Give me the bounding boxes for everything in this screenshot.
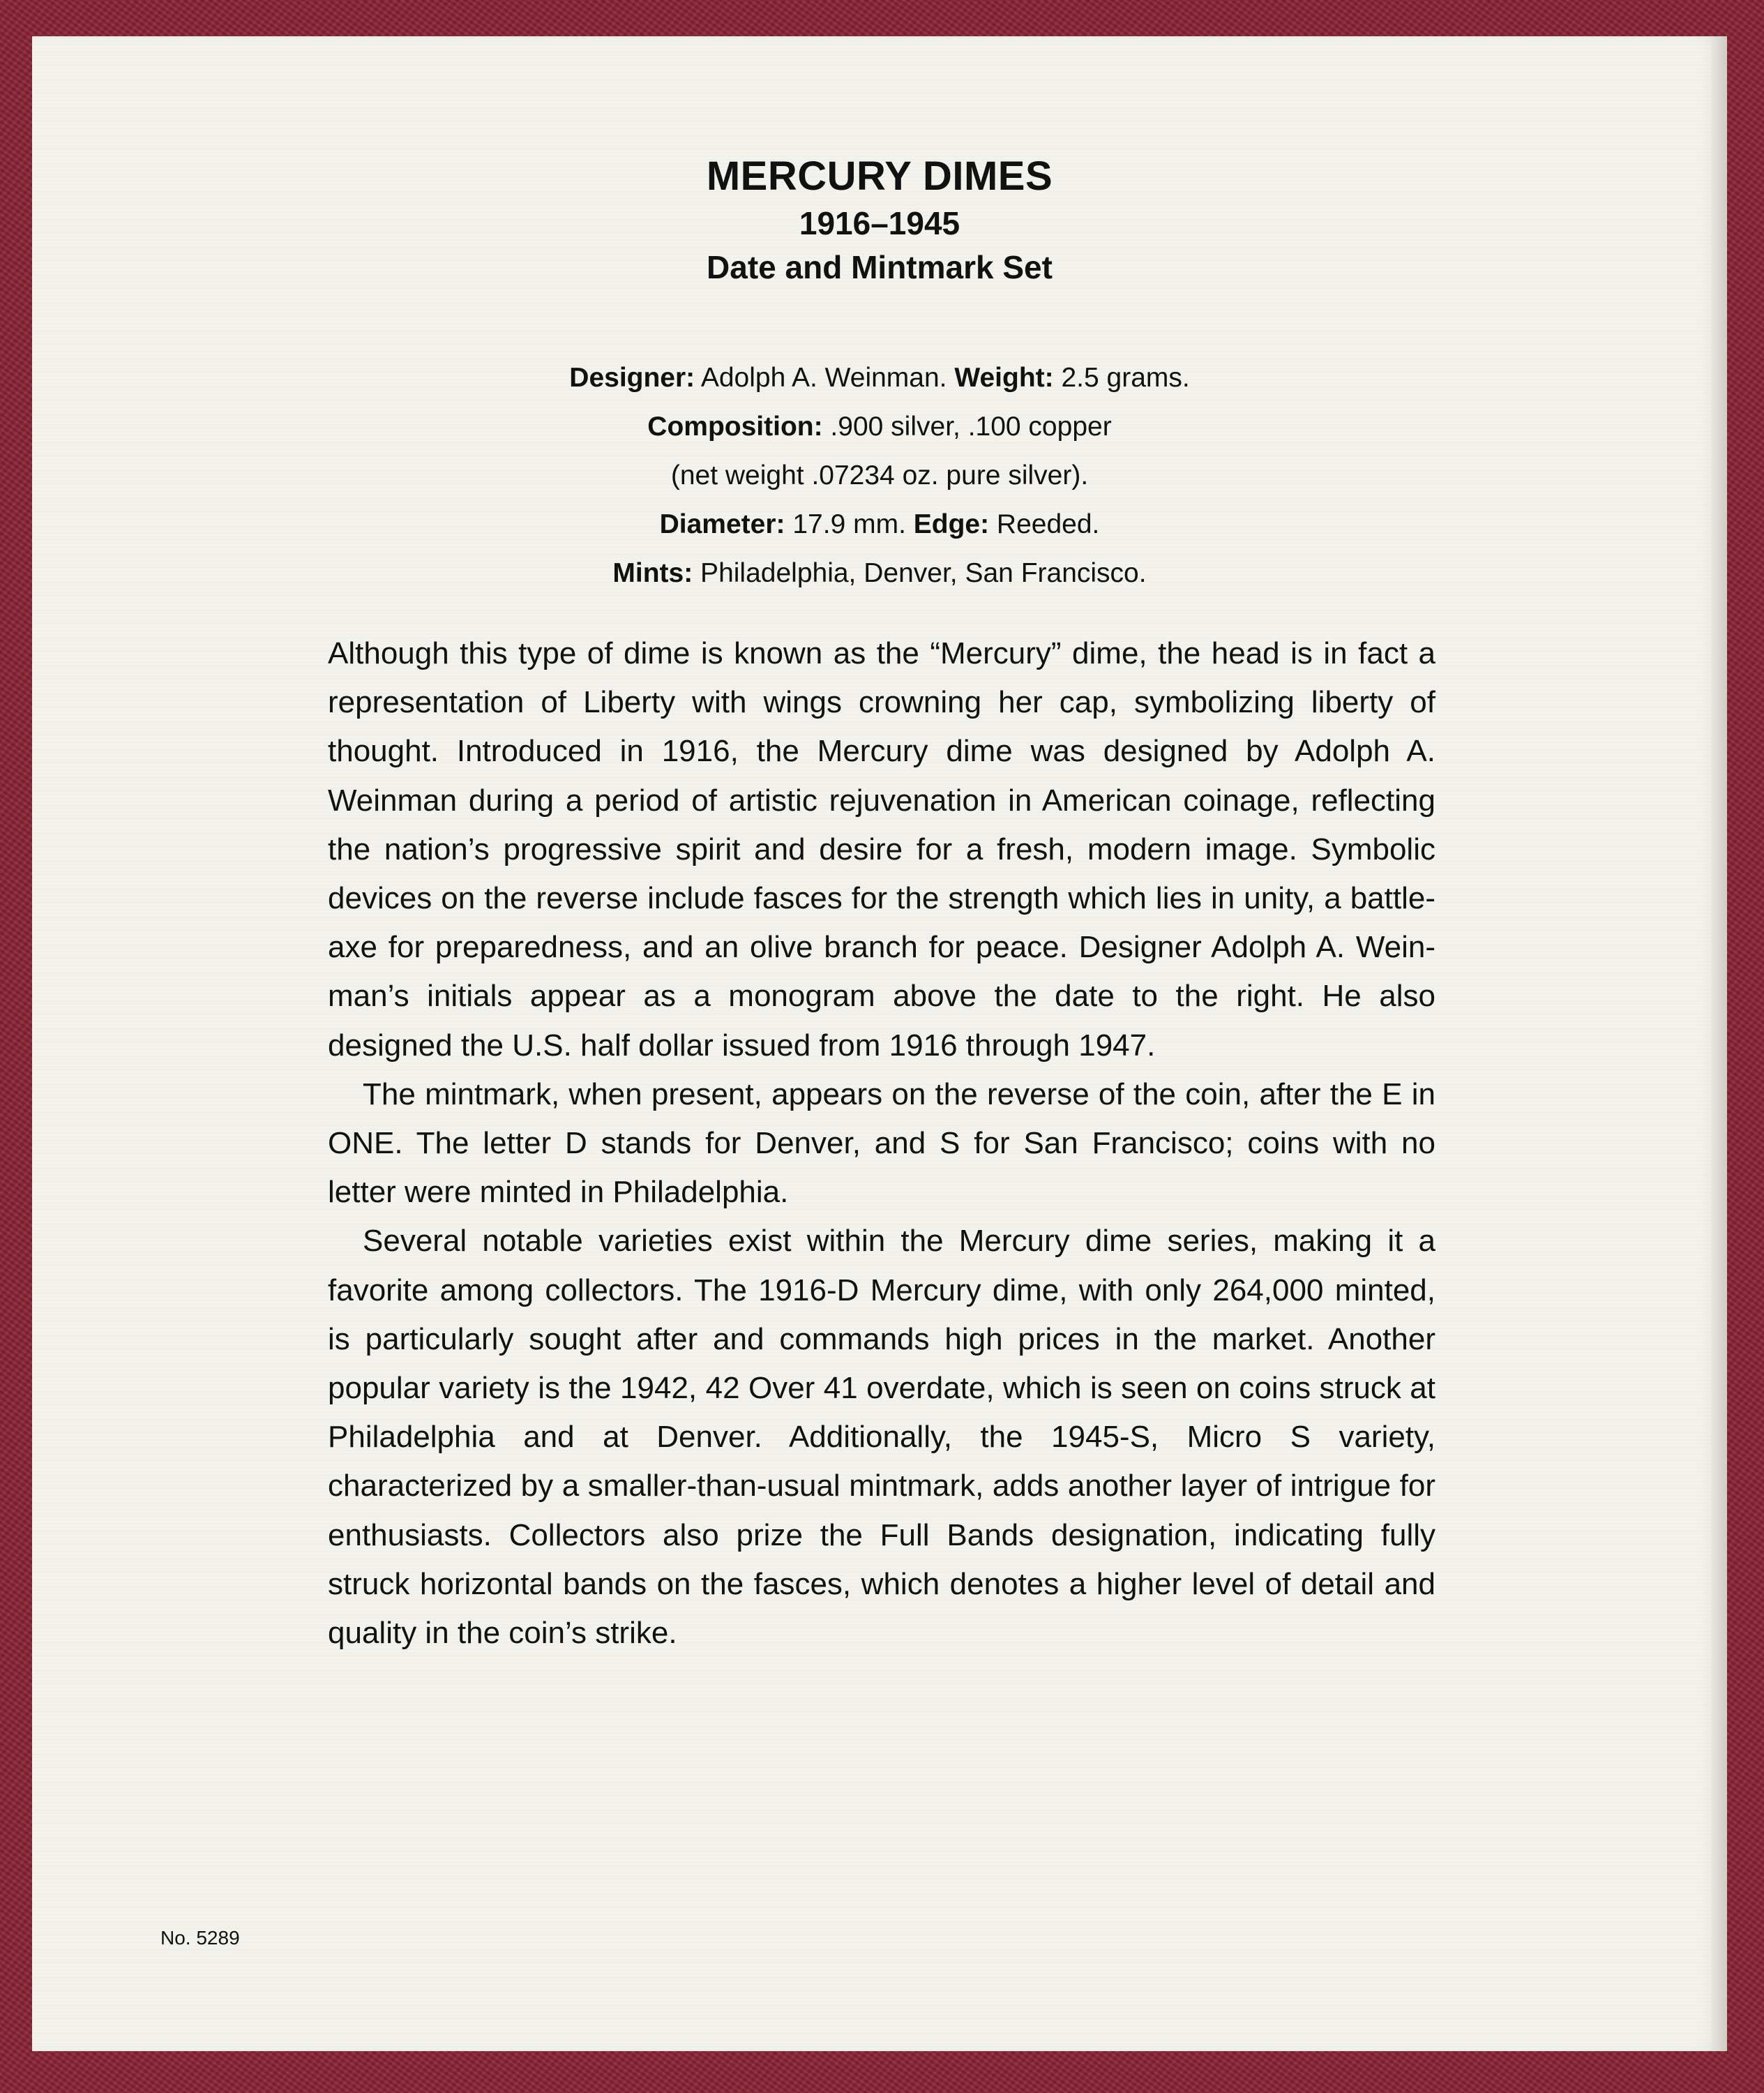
mints-label: Mints: (612, 558, 693, 588)
paragraph-mintmark: The mintmark, when present, appears on the reverse of the coin, after the E in ONE. The letter D stands for Denver, and S for San Francisco; coins with no letter were minted in Philadelphia. (328, 1076, 1435, 1210)
description-text (328, 629, 1435, 1658)
designer-value: Adolph A. Weinman. (695, 363, 955, 393)
edge-value: Reeded. (989, 509, 1100, 539)
composition-label: Composition: (647, 412, 823, 442)
weight-label: Weight: (954, 363, 1054, 393)
weight-value: 2.5 grams. (1053, 363, 1190, 393)
album-page (32, 36, 1727, 2051)
paragraph-history: Although this type of dime is known as the “Mercury” dime, the head is in fact a representation of Liberty with wings crowning her cap, symbolizing liberty of thought. Introduced in 1916, the Mercury dime was designed by Adolph A. Weinman during a period of artistic rejuvenation in American coinage, reflecting the nation’s progressive spirit and desire for a fresh, modern image. Symbolic devices on the reverse include fasces for the strength which lies in unity, a battle-axe for preparedness, and an olive branch for peace. Designer Adolph A. Weinman’s initials appear as a monogram above the date to the right. He also designed the U.S. half dollar issued from 1916 through 1947. (328, 636, 1435, 1063)
spec-line-composition (32, 403, 1727, 451)
spec-line-mints (32, 549, 1727, 598)
coin-specifications (32, 354, 1727, 598)
diameter-value: 17.9 mm. (785, 509, 914, 539)
spec-line-designer-weight (32, 354, 1727, 403)
date-range: 1916–1945 (799, 205, 960, 241)
designer-label: Designer: (569, 363, 695, 393)
spec-line-net-weight: (net weight .07234 oz. pure silver). (670, 460, 1089, 490)
diameter-label: Diameter: (659, 509, 785, 539)
edge-label: Edge: (913, 509, 990, 539)
catalog-number: No. 5289 (160, 1927, 240, 1949)
page-spine-edge (1712, 36, 1727, 2051)
mints-value: Philadelphia, Denver, San Francisco. (693, 558, 1147, 588)
composition-value: .900 silver, .100 copper (822, 412, 1112, 442)
set-name: Date and Mintmark Set (707, 249, 1053, 285)
spec-line-diameter-edge (32, 500, 1727, 549)
paragraph-varieties: Several notable varieties exist within the Mercury dime series, making it a favorite among collectors. The 1916-D Mercury dime, with only 264,000 minted, is particularly sought after and commands high prices in the market. Another popular variety is the 1942, 42 Over 41 overdate, which is seen on coins struck at Philadelphia and at Denver. Additionally, the 1945-S, Micro S variety, characterized by a smaller-than-usual mintmark, adds another layer of intrigue for enthusiasts. Collectors also prize the Full Bands designation, indicating fully struck horizontal bands on the fasces, which denotes a higher level of detail and quality in the coin’s strike. (328, 1224, 1435, 1651)
page-header (32, 151, 1727, 290)
page-title: MERCURY DIMES (706, 153, 1053, 199)
